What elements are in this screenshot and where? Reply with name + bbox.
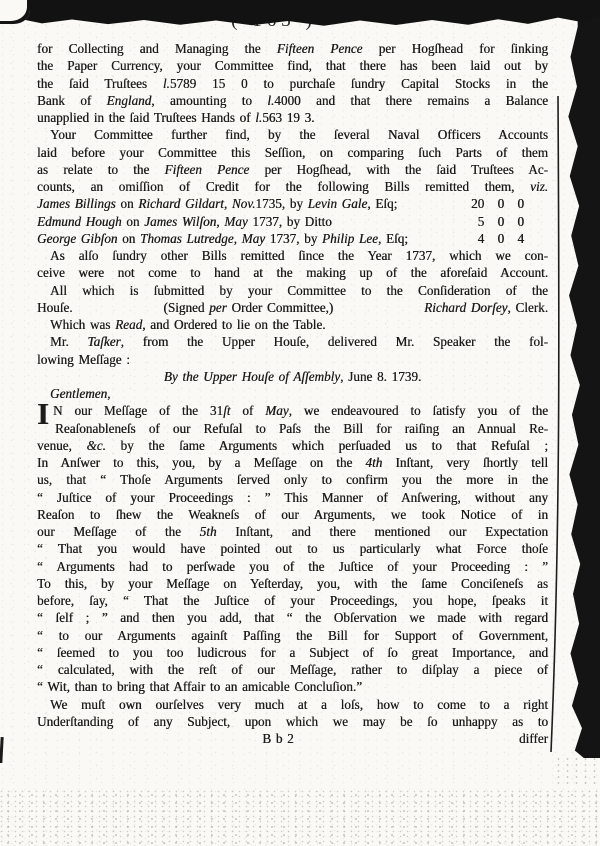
text-line: “ ſelf ; ” and then you add, that “ the Obſervation we made with regard — [37, 610, 548, 626]
bill-amount: 4 0 4 — [477, 230, 524, 246]
text-line: as relate to the Fifteen Pence per Hogſhead, with the ſaid Truſtees Ac- — [37, 161, 548, 177]
text-line: “ Arguments had to perſwade you of the Juſtice of your Proceeding : ” — [37, 558, 548, 574]
text-line: Reaſonableneſs of our Refuſal to Paſs the Bill for raiſing an Annual Re- — [55, 420, 548, 436]
signature-mark: B b 2 — [262, 731, 294, 746]
text-line: Bank of England, amounting to l.4000 and that there remains a Balance — [37, 92, 548, 108]
text-line: laid before your Committee this Seſſion, on comparing ſuch Parts of them — [37, 144, 548, 160]
text-line: Gentlemen, — [50, 386, 111, 401]
text-line: Your Committee further find, by the ſeveral Naval Officers Accounts — [50, 127, 548, 143]
text-line: James Billings on Richard Gildart, Nov.1735, by Levin Gale, Eſq; 20 0 0 — [37, 195, 548, 212]
text-line: All which is ſubmitted by your Committee to the Conſideration of the — [50, 282, 548, 298]
bill-amount: 20 0 0 — [471, 196, 524, 212]
drop-cap: I — [37, 396, 50, 432]
text-line: “ to our Arguments againſt Paſſing the Bill for Support of Government, — [37, 627, 548, 643]
text-line: “ Wit, than to bring that Affair to an amicable Concluſion.” — [37, 679, 363, 695]
text-line: As alſo ſundry other Bills remitted ſince the Year 1737, which we con- — [50, 248, 548, 263]
text-line: counts, an omiſſion of Credit for the following Bills remitted them, viz. — [37, 179, 548, 194]
text-line: “ ſeemed to you too ludicrous for a Subject of ſo great Importance, and — [37, 644, 548, 660]
text-line: venue, &c. by the ſame Arguments which perſuaded us to that Refuſal ; — [37, 437, 548, 453]
bill-amount: 5 0 0 — [477, 213, 524, 229]
text-line: ceive were not come to hand at the making up of the aforeſaid Account. — [37, 265, 548, 281]
text-line: Reaſon to ſhew the Weakneſs of our Arguments, we took Notice of in — [37, 506, 548, 522]
text-line: “ Juſtice of your Proceedings : ” This Manner of Anſwering, without any — [37, 489, 548, 505]
text-line: George Gibſon on Thomas Lutredge, May 1737, by Philip Lee, Eſq; 4 0 4 — [37, 230, 548, 247]
text-line: the Paper Currency, your Committee find, that there has been laid out by — [37, 58, 548, 74]
text-line: “ That you would have pointed out to us particularly what Force thoſe — [37, 541, 548, 557]
text-line: before, ſay, “ That the Juſtice of your Proceedings, you hope, ſpeaks it — [37, 593, 548, 608]
text-line: Houſe. (Signed per Order Committee,) Richard Dorſey, Clerk. — [37, 299, 549, 315]
text-line: By the Upper Houſe of Aſſembly, June 8. 1739. — [163, 368, 422, 384]
text-line: us, that “ Thoſe Arguments ſerved only to confirm you the more in the — [37, 472, 548, 488]
text-line: Mr. Taſker, from the Upper Houſe, delivered Mr. Speaker the fol- — [50, 334, 548, 350]
text-line: To this, by your Meſſage on Yeſterday, you, with the ſame Conciſeneſs as — [37, 575, 548, 591]
text-line: In Anſwer to this, you, by a Meſſage on the 4th Inſtant, very ſhortly tell — [37, 455, 548, 470]
text-line: “ calculated, with the reſt of our Meſſage, rather to diſplay a piece of — [37, 662, 548, 677]
text-line: unapplied in the ſaid Truſtees Hands of l.563 19 3. — [37, 110, 315, 125]
text-line: lowing Meſſage : — [37, 351, 130, 367]
text-line: for Collecting and Managing the Fifteen Pence per Hogſhead for ſinking — [37, 41, 549, 56]
catchword: differ — [518, 731, 549, 746]
text-line: Underſtanding of any Subject, upon which we may be ſo unhappy as to — [37, 713, 548, 729]
text-line: the ſaid Truſtees l.5789 15 0 to purchaſe ſundry Capital Stocks in the — [37, 75, 549, 91]
text-line: our Meſſage of the 5th Inſtant, and there mentioned our Expectation — [37, 524, 549, 539]
text-line: N our Meſſage of the 31ſt of May, we endeavoured to ſatisfy you of the I — [37, 396, 548, 432]
text-line: Which was Read, and Ordered to lie on the Table. — [50, 317, 326, 332]
text-line: Edmund Hough on James Wilſon, May 1737, by Ditto 5 0 0 — [37, 213, 548, 230]
text-line: We muſt own ourſelves very much at a loſs, how to come to a right — [50, 696, 548, 712]
